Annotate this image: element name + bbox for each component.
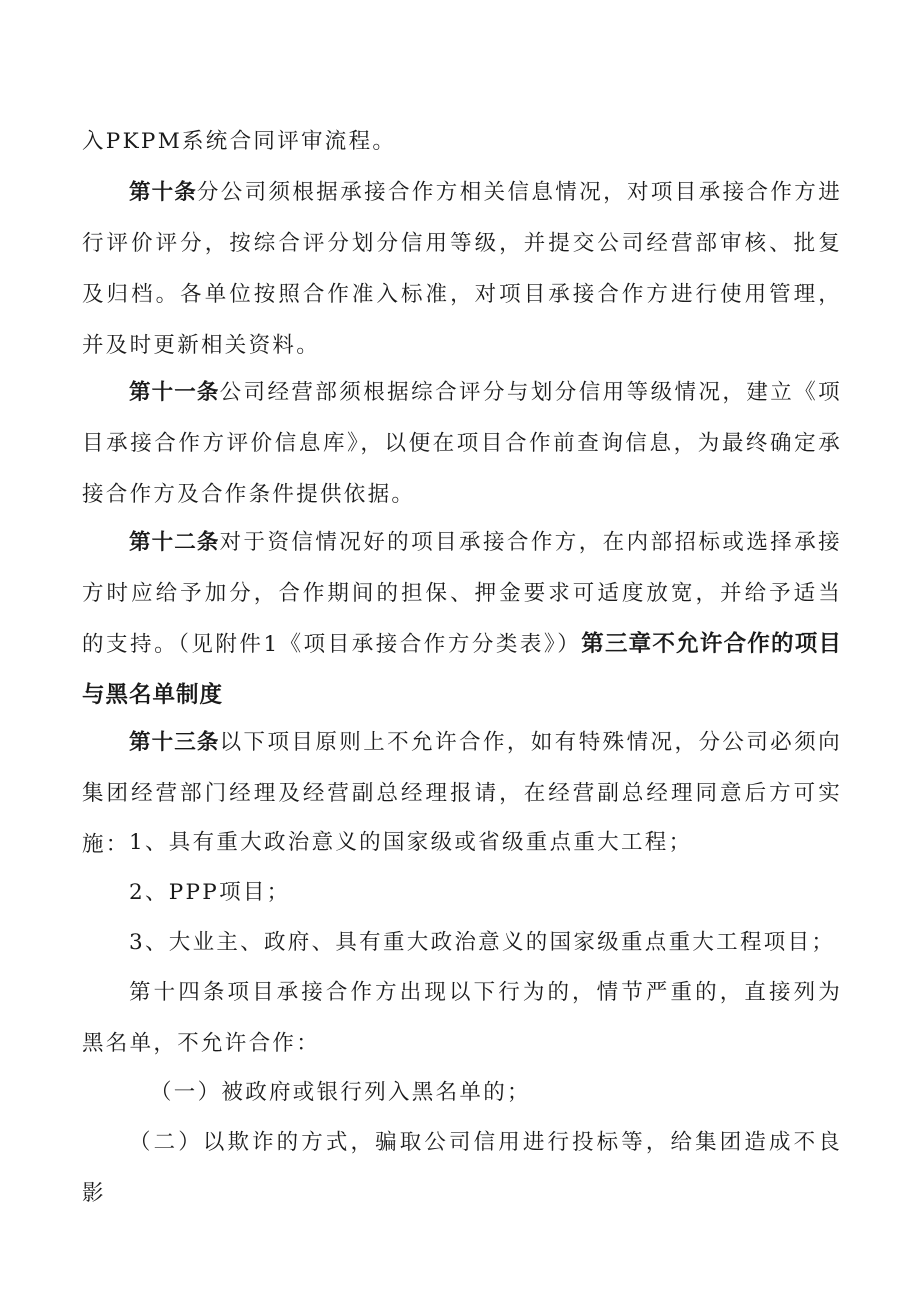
article-10 [82,167,842,371]
article-label: 第十条 [129,180,197,205]
paragraph-continuation [82,116,842,167]
article-12 [82,517,842,721]
list-item-1 [82,817,842,868]
list-item-text: 3、大业主、政府、具有重大政治意义的国家级重点重大工程项目； [129,930,836,955]
article-text: 分公司须根据承接合作方相关信息情况，对项目承接合作方进行评价评分，按综合评分划分信用等级，并提交公司经营部审核、批复及归档。各单位按照合作准入标准，对项目承接合作方进行使用管理，并及时更新相关资料。 [82,180,842,358]
paragraph-text: 入PKPM系统合同评审流程。 [82,129,397,154]
list-item-text: 2、PPP项目； [129,880,291,905]
article-label: 第十二条 [129,530,220,555]
article-text: 对于资信情况好的项目承接合作方，在内部招标或选择承接方时应给予加分，合作期间的担保、押金要求可适度放宽，并给予适当的支持。（见附件1《项目承接合作方分类表》） [82,530,842,657]
chapter-heading: 第三章不允许合作的项目与黑名单制度 [82,631,842,708]
list-item-text: 1、具有重大政治意义的国家级或省级重点重大工程； [129,830,693,855]
article-14 [82,967,842,1069]
article-label: 第十三条 [129,730,220,755]
article-label: 第十一条 [129,380,220,405]
list-item-3 [82,917,842,968]
article-11 [82,367,842,520]
sub-item-text: （一）被政府或银行列入黑名单的； [150,1080,531,1105]
article-text: 公司经营部须根据综合评分与划分信用等级情况，建立《项目承接合作方评价信息库》，以便在项目合作前查询信息，为最终确定承接合作方及合作条件提供依据。 [82,380,842,507]
article-text: 以下项目原则上不允许合作，如有特殊情况，分公司必须向集团经营部门经理及经营副总经理报请，在经营副总经理同意后方可实施： [82,730,842,857]
sub-item-2 [82,1117,842,1219]
sub-item-1 [82,1067,842,1118]
list-item-2 [82,867,842,918]
article-text: 第十四条项目承接合作方出现以下行为的，情节严重的，直接列为黑名单，不允许合作： [82,980,842,1056]
sub-item-text: （二）以欺诈的方式，骗取公司信用进行投标等，给集团造成不良影 [82,1130,842,1206]
